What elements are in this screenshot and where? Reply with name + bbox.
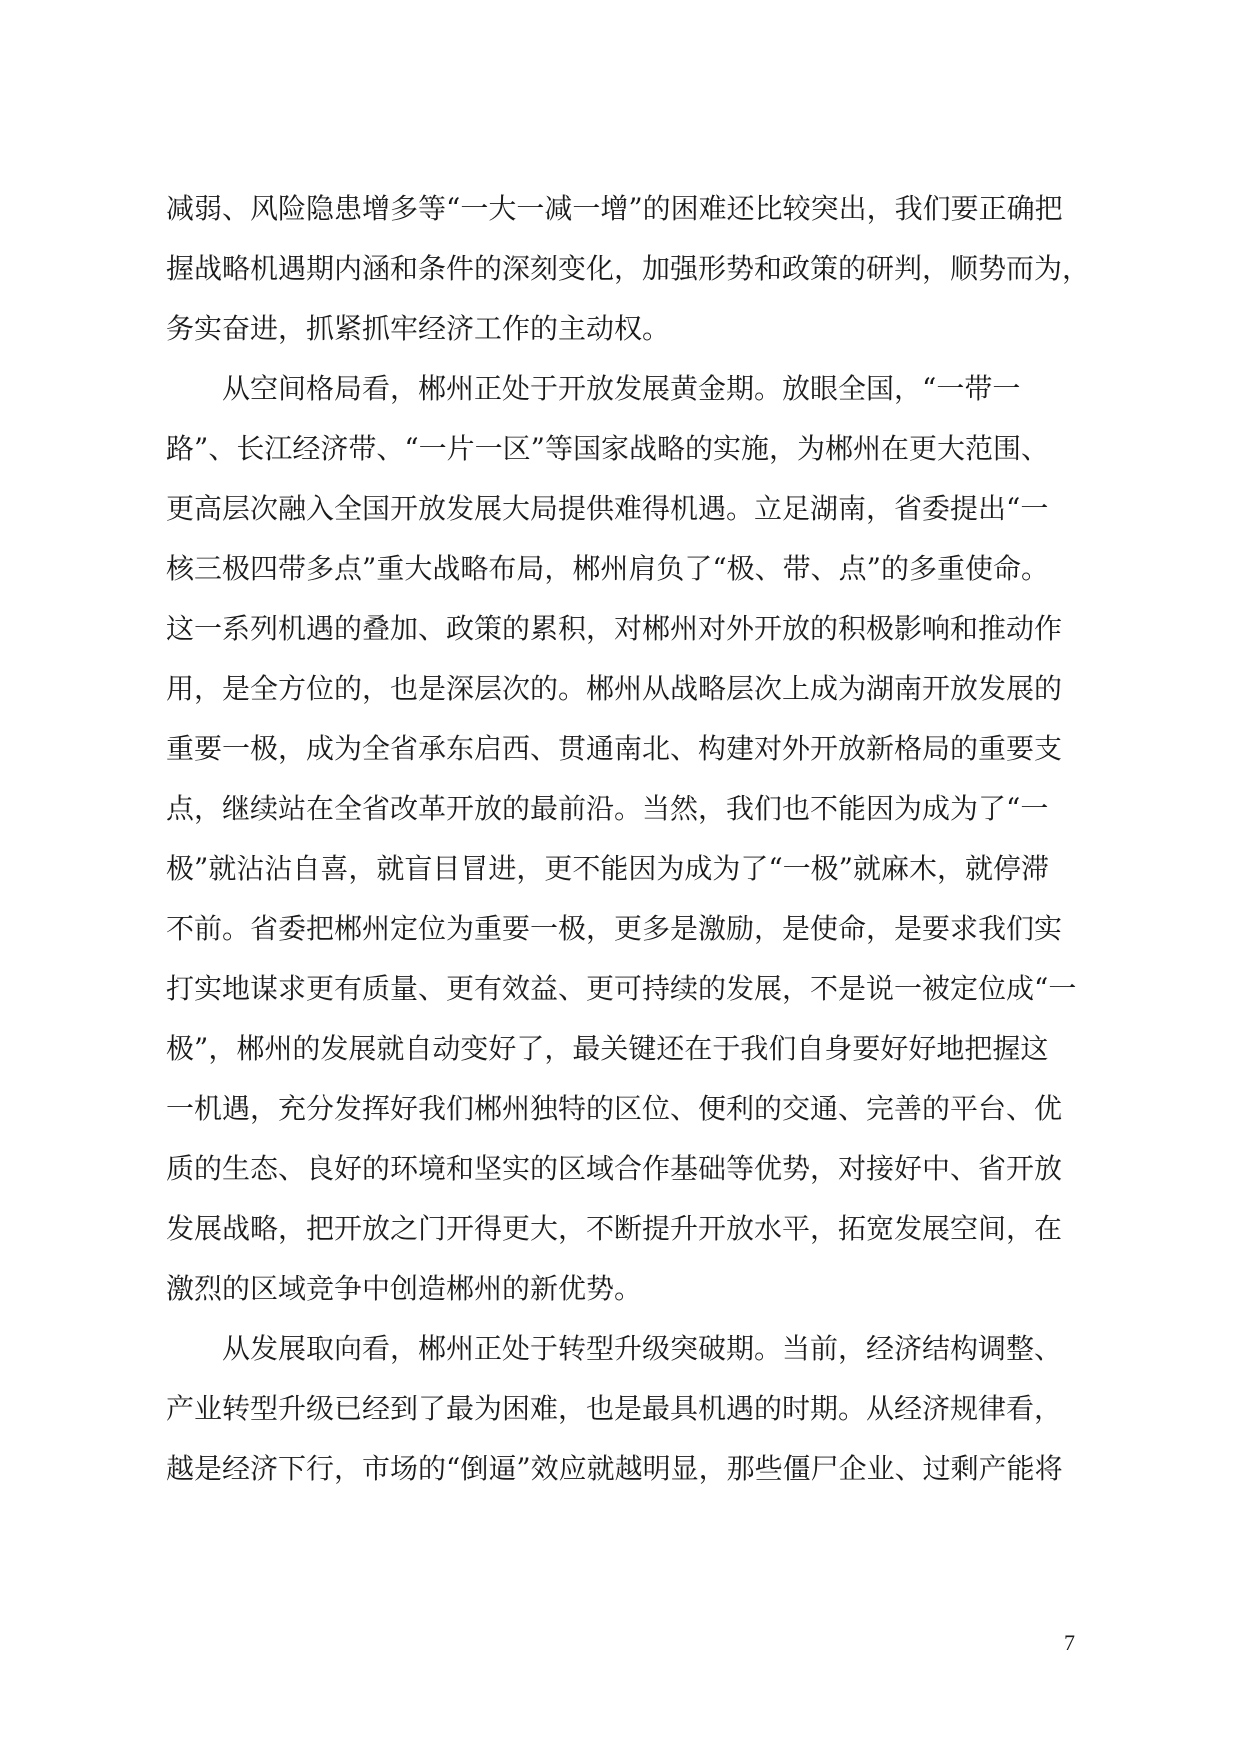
text-line: 极”，郴州的发展就自动变好了，最关键还在于我们自身要好好地把握这 [166, 1032, 1049, 1065]
text-line: 越是经济下行，市场的“倒逼”效应就越明显，那些僵尸企业、过剩产能将 [166, 1452, 1063, 1485]
text-line: 点，继续站在全省改革开放的最前沿。当然，我们也不能因为成为了“一 [166, 792, 1049, 825]
text-line: 握战略机遇期内涵和条件的深刻变化，加强形势和政策的研判，顺势而为， [166, 252, 1091, 285]
text-line: 质的生态、良好的环境和坚实的区域合作基础等优势，对接好中、省开放 [166, 1152, 1063, 1185]
text-line: 务实奋进，抓紧抓牢经济工作的主动权。 [166, 312, 671, 345]
body-text [166, 190, 1091, 1510]
text-line: 从发展取向看，郴州正处于转型升级突破期。当前，经济结构调整、 [166, 1332, 1063, 1365]
text-line: 发展战略，把开放之门开得更大，不断提升开放水平，拓宽发展空间，在 [166, 1212, 1063, 1245]
page-number: 7 [1064, 1630, 1075, 1655]
text-line: 极”就沾沾自喜，就盲目冒进，更不能因为成为了“一极”就麻木，就停滞 [166, 852, 1049, 885]
text-line: 这一系列机遇的叠加、政策的累积，对郴州对外开放的积极影响和推动作 [166, 612, 1063, 645]
paragraph-1 [166, 190, 1091, 370]
text-line: 不前。省委把郴州定位为重要一极，更多是激励，是使命，是要求我们实 [166, 912, 1063, 945]
text-line: 路”、长江经济带、“一片一区”等国家战略的实施，为郴州在更大范围、 [166, 432, 1049, 465]
text-line: 打实地谋求更有质量、更有效益、更可持续的发展，不是说一被定位成“一 [166, 972, 1077, 1005]
text-line: 减弱、风险隐患增多等“一大一减一增”的困难还比较突出，我们要正确把 [166, 192, 1063, 225]
paragraph-3 [166, 1330, 1078, 1510]
text-line: 重要一极，成为全省承东启西、贯通南北、构建对外开放新格局的重要支 [166, 732, 1063, 765]
text-line: 激烈的区域竞争中创造郴州的新优势。 [166, 1272, 643, 1305]
text-line: 一机遇，充分发挥好我们郴州独特的区位、便利的交通、完善的平台、优 [166, 1092, 1063, 1125]
text-line: 从空间格局看，郴州正处于开放发展黄金期。放眼全国，“一带一 [166, 372, 1021, 405]
text-line: 核三极四带多点”重大战略布局，郴州肩负了“极、带、点”的多重使命。 [166, 552, 1049, 585]
text-line: 产业转型升级已经到了最为困难，也是最具机遇的时期。从经济规律看， [166, 1392, 1063, 1425]
text-line: 用，是全方位的，也是深层次的。郴州从战略层次上成为湖南开放发展的 [166, 672, 1063, 705]
paragraph-2 [166, 370, 1078, 1330]
text-line: 更高层次融入全国开放发展大局提供难得机遇。立足湖南，省委提出“一 [166, 492, 1049, 525]
